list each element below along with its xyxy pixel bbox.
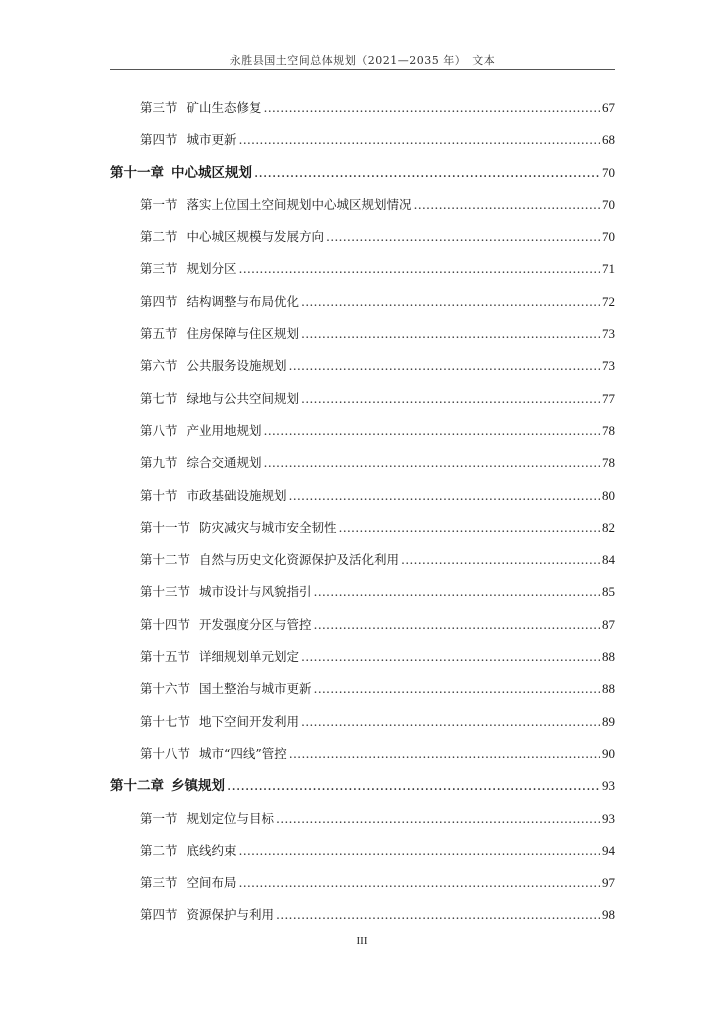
header-divider: [110, 69, 615, 70]
toc-section-entry[interactable]: [110, 415, 615, 447]
toc-entry-number: 第六节: [140, 358, 178, 374]
toc-entry-number: 第四节: [140, 293, 178, 309]
toc-entry-page: 70: [602, 196, 615, 212]
toc-entry-title: 中心城区规划: [171, 164, 252, 181]
toc-section-entry[interactable]: [110, 576, 615, 608]
toc-entry-title: 底线约束: [186, 842, 237, 858]
toc-section-entry[interactable]: [110, 383, 615, 415]
toc-entry-number: 第七节: [140, 390, 178, 406]
toc-entry-title: 中心城区规模与发展方向: [186, 229, 325, 245]
toc-entry-title: 住房保障与住区规划: [186, 326, 300, 342]
toc-entry-number: 第三节: [140, 261, 178, 277]
toc-entry-page: 87: [602, 616, 615, 632]
dot-leader: [276, 803, 600, 835]
toc-section-entry[interactable]: [110, 189, 615, 221]
toc-entry-title: 开发强度分区与管控: [199, 616, 312, 632]
toc-entry-title: 详细规划单元划定: [199, 649, 300, 665]
dot-leader: [301, 383, 600, 415]
running-header: 永胜县国土空间总体规划（2021—2035 年） 文本: [229, 54, 496, 67]
toc-entry-title: 城市设计与风貌指引: [199, 584, 312, 600]
toc-chapter-entry[interactable]: [110, 157, 615, 189]
toc-entry-number: 第二节: [140, 229, 178, 245]
toc-section-entry[interactable]: [110, 867, 615, 899]
toc-entry-title: 防灾减灾与城市安全韧性: [199, 519, 337, 535]
toc-entry-page: 93: [602, 810, 615, 826]
dot-leader: [239, 867, 600, 899]
dot-leader: [301, 286, 600, 318]
toc-entry-number: 第五节: [140, 326, 178, 342]
toc-entry-number: 第二节: [140, 842, 178, 858]
dot-leader: [314, 673, 600, 705]
toc-entry-page: 94: [602, 842, 615, 858]
toc-section-entry[interactable]: [110, 253, 615, 285]
dot-leader: [239, 124, 600, 156]
toc-entry-number: 第十七节: [140, 713, 191, 729]
toc-entry-title: 矿山生态修复: [186, 100, 262, 115]
toc-entry-number: 第一节: [140, 196, 178, 212]
toc-entry-page: 98: [602, 907, 615, 923]
toc-entry-number: 第十一节: [140, 519, 191, 535]
toc-entry-number: 第八节: [140, 422, 178, 438]
toc-entry-number: 第十三节: [140, 584, 191, 600]
toc-entry-page: 88: [602, 649, 615, 665]
toc-entry-number: 第九节: [140, 455, 178, 471]
toc-entry-page: 77: [602, 390, 615, 406]
toc-entry-page: 73: [602, 358, 615, 374]
toc-section-entry[interactable]: [110, 738, 615, 770]
toc-entry-number: 第十四节: [140, 616, 191, 632]
toc-section-entry[interactable]: [110, 221, 615, 253]
page-number: III: [356, 935, 368, 947]
toc-entry-title: 城市更新: [186, 132, 237, 148]
toc-entry-title: 综合交通规划: [186, 455, 262, 471]
dot-leader: [326, 221, 600, 253]
toc-entry-page: 70: [602, 229, 615, 245]
toc-entry-title: 市政基础设施规划: [186, 487, 287, 503]
toc-entry-title: 产业用地规划: [186, 422, 262, 438]
dot-leader: [301, 706, 600, 738]
toc-section-entry[interactable]: [110, 286, 615, 318]
dot-leader: [289, 738, 600, 770]
toc-entry-number: 第四节: [140, 907, 178, 923]
toc-entry-number: 第十五节: [140, 649, 191, 665]
toc-entry-title: 城市“四线”管控: [199, 745, 287, 761]
toc-entry-page: 84: [602, 552, 615, 568]
toc-section-entry[interactable]: [110, 544, 615, 576]
dot-leader: [264, 447, 600, 479]
toc-entry-page: 71: [602, 261, 615, 277]
toc-section-entry[interactable]: [110, 899, 615, 931]
toc-section-entry[interactable]: [110, 124, 615, 156]
toc-entry-page: 78: [602, 422, 615, 438]
table-of-contents: [110, 92, 615, 932]
toc-entry-page: 93: [602, 778, 615, 794]
toc-section-entry[interactable]: [110, 318, 615, 350]
toc-section-entry[interactable]: [110, 480, 615, 512]
dot-leader: [276, 899, 600, 931]
toc-section-entry[interactable]: [110, 706, 615, 738]
dot-leader: [314, 576, 600, 608]
toc-entry-page: 70: [602, 164, 615, 180]
dot-leader: [264, 415, 600, 447]
dot-leader: [289, 480, 600, 512]
toc-entry-title: 规划分区: [186, 261, 237, 277]
dot-leader: [289, 350, 600, 382]
toc-entry-page: 97: [602, 875, 615, 891]
dot-leader: [339, 512, 600, 544]
dot-leader: [227, 770, 600, 802]
toc-section-entry[interactable]: [110, 609, 615, 641]
toc-entry-title: 绿地与公共空间规划: [186, 390, 300, 406]
toc-entry-number: 第三节: [140, 875, 178, 891]
toc-section-entry[interactable]: [110, 673, 615, 705]
dot-leader: [301, 641, 600, 673]
toc-entry-title: 公共服务设施规划: [186, 358, 287, 374]
toc-entry-number: 第十节: [140, 487, 178, 503]
toc-entry-page: 68: [602, 132, 615, 148]
toc-entry-number: 第十六节: [140, 681, 191, 697]
dot-leader: [254, 157, 600, 189]
toc-entry-title: 空间布局: [186, 875, 237, 891]
toc-entry-number: 第一节: [140, 810, 178, 826]
toc-section-entry[interactable]: [110, 447, 615, 479]
toc-entry-page: 85: [602, 584, 615, 600]
toc-section-entry[interactable]: [110, 641, 615, 673]
toc-chapter-entry[interactable]: [110, 770, 615, 802]
dot-leader: [264, 92, 600, 124]
toc-entry-number: 第十二章: [110, 778, 164, 795]
dot-leader: [314, 609, 600, 641]
dot-leader: [239, 253, 600, 285]
toc-entry-title: 规划定位与目标: [186, 810, 275, 826]
toc-entry-number: 第三节: [140, 100, 178, 115]
toc-entry-page: 90: [602, 745, 615, 761]
toc-section-entry[interactable]: [110, 803, 615, 835]
dot-leader: [239, 835, 600, 867]
toc-entry-page: 67: [602, 100, 615, 115]
toc-entry-title: 自然与历史文化资源保护及活化利用: [199, 552, 400, 568]
toc-entry-page: 89: [602, 713, 615, 729]
toc-entry-page: 72: [602, 293, 615, 309]
toc-entry-title: 国土整治与城市更新: [199, 681, 312, 697]
toc-entry-number: 第十一章: [110, 164, 164, 181]
toc-entry-title: 资源保护与利用: [186, 907, 275, 923]
toc-entry-page: 78: [602, 455, 615, 471]
toc-entry-title: 地下空间开发利用: [199, 713, 300, 729]
toc-entry-title: 乡镇规划: [171, 778, 225, 795]
toc-entry-title: 落实上位国土空间规划中心城区规划情况: [186, 196, 412, 212]
toc-entry-number: 第四节: [140, 132, 178, 148]
toc-entry-page: 80: [602, 487, 615, 503]
toc-entry-page: 82: [602, 519, 615, 535]
toc-section-entry[interactable]: [110, 512, 615, 544]
toc-entry-number: 第十八节: [140, 745, 191, 761]
toc-section-entry[interactable]: [110, 350, 615, 382]
dot-leader: [414, 189, 600, 221]
toc-entry-number: 第十二节: [140, 552, 191, 568]
dot-leader: [301, 318, 600, 350]
dot-leader: [401, 544, 600, 576]
toc-section-entry[interactable]: [110, 835, 615, 867]
toc-entry-page: 88: [602, 681, 615, 697]
toc-section-entry[interactable]: [110, 92, 615, 124]
toc-entry-page: 73: [602, 326, 615, 342]
toc-entry-title: 结构调整与布局优化: [186, 293, 300, 309]
